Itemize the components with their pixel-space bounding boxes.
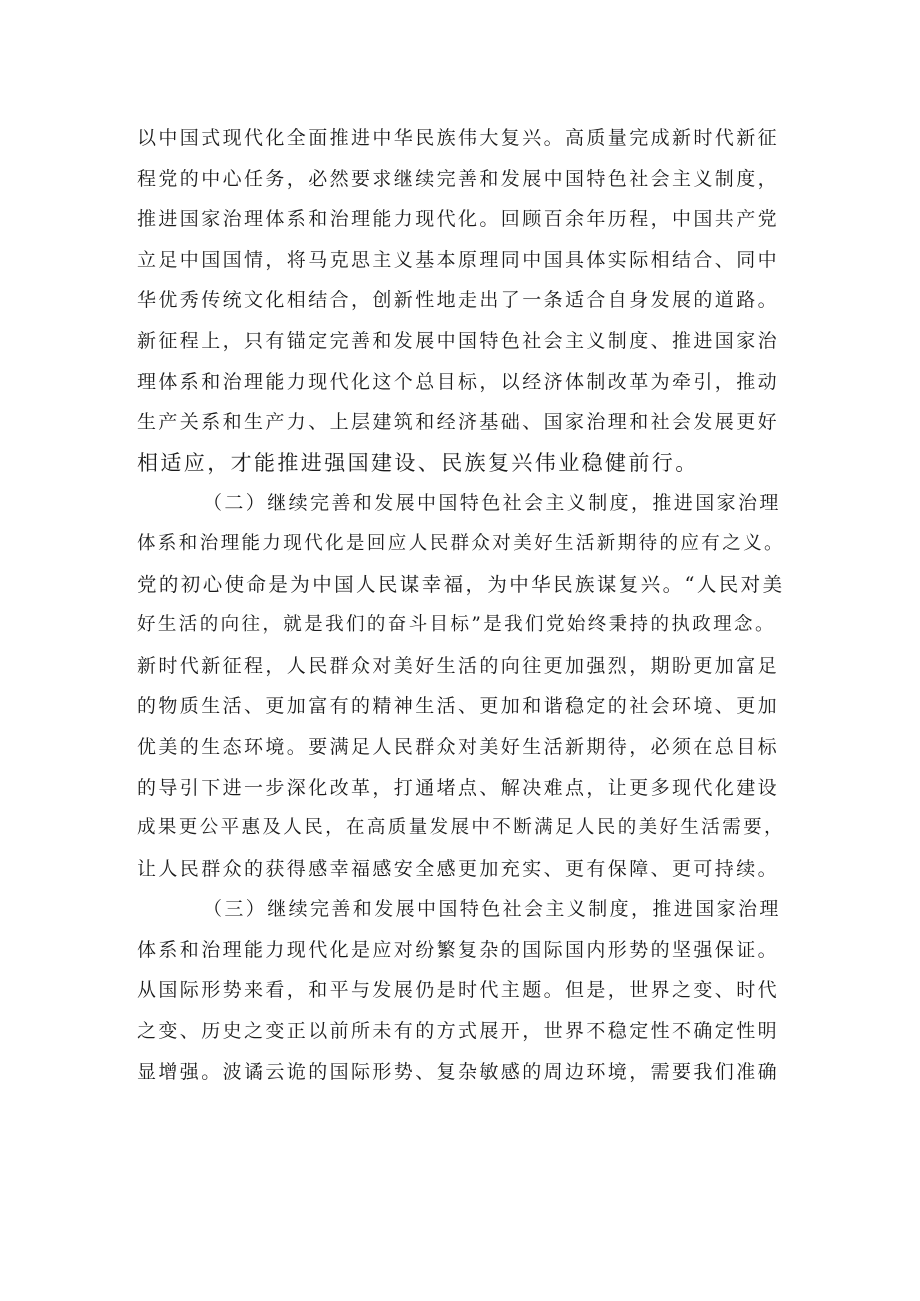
section-heading-line: （三）继续完善和发展中国特色社会主义制度，推进国家治理 [203, 898, 781, 921]
paragraph-2 [137, 483, 787, 889]
text-line: 程党的中心任务，必然要求继续完善和发展中国特色社会主义制度， [137, 167, 780, 190]
paragraph-3 [137, 889, 787, 1092]
text-line: 立足中国国情，将马克思主义基本原理同中国具体实际相结合、同中 [137, 248, 780, 271]
text-line: 华优秀传统文化相结合，创新性地走出了一条适合自身发展的道路。 [137, 289, 780, 312]
text-line: 体系和治理能力现代化是应对纷繁复杂的国际国内形势的坚强保证。 [137, 938, 780, 961]
text-line: 的物质生活、更加富有的精神生活、更加和谐稳定的社会环境、更加 [137, 695, 780, 718]
text-line: 从国际形势来看，和平与发展仍是时代主题。但是，世界之变、时代 [137, 979, 780, 1002]
text-line: 推进国家治理体系和治理能力现代化。回顾百余年历程，中国共产党 [137, 208, 780, 231]
document-body [137, 118, 787, 1092]
text-line: 新时代新征程，人民群众对美好生活的向往更加强烈，期盼更加富足 [137, 654, 780, 677]
text-line: 让人民群众的获得感幸福感安全感更加充实、更有保障、更可持续。 [137, 857, 780, 880]
paragraph-1 [137, 118, 787, 483]
text-line: 相适应，才能推进强国建设、民族复兴伟业稳健前行。 [137, 450, 699, 475]
text-line: 党的初心使命是为中国人民谋幸福，为中华民族谋复兴。“人民对美 [137, 572, 785, 596]
text-line: 优美的生态环境。要满足人民群众对美好生活新期待，必须在总目标 [137, 735, 780, 758]
text-line: 生产关系和生产力、上层建筑和经济基础、国家治理和社会发展更好 [137, 411, 780, 434]
text-line: 好生活的向往，就是我们的奋斗目标”是我们党始终秉持的执政理念。 [137, 614, 776, 636]
text-line: 之变、历史之变正以前所未有的方式展开，世界不稳定性不确定性明 [137, 1020, 780, 1043]
text-line: 成果更公平惠及人民，在高质量发展中不断满足人民的美好生活需要， [137, 817, 785, 839]
section-heading-line: （二）继续完善和发展中国特色社会主义制度，推进国家治理 [203, 492, 781, 515]
text-line: 体系和治理能力现代化是回应人民群众对美好生活新期待的应有之义。 [137, 532, 785, 554]
text-line: 新征程上，只有锚定完善和发展中国特色社会主义制度、推进国家治 [137, 329, 780, 352]
text-line: 的导引下进一步深化改革，打通堵点、解决难点，让更多现代化建设 [137, 776, 780, 799]
text-line: 显增强。波谲云诡的国际形势、复杂敏感的周边环境，需要我们准确 [137, 1060, 780, 1083]
text-line: 以中国式现代化全面推进中华民族伟大复兴。高质量完成新时代新征 [137, 127, 780, 149]
text-line: 理体系和治理能力现代化这个总目标，以经济体制改革为牵引，推动 [137, 370, 780, 393]
